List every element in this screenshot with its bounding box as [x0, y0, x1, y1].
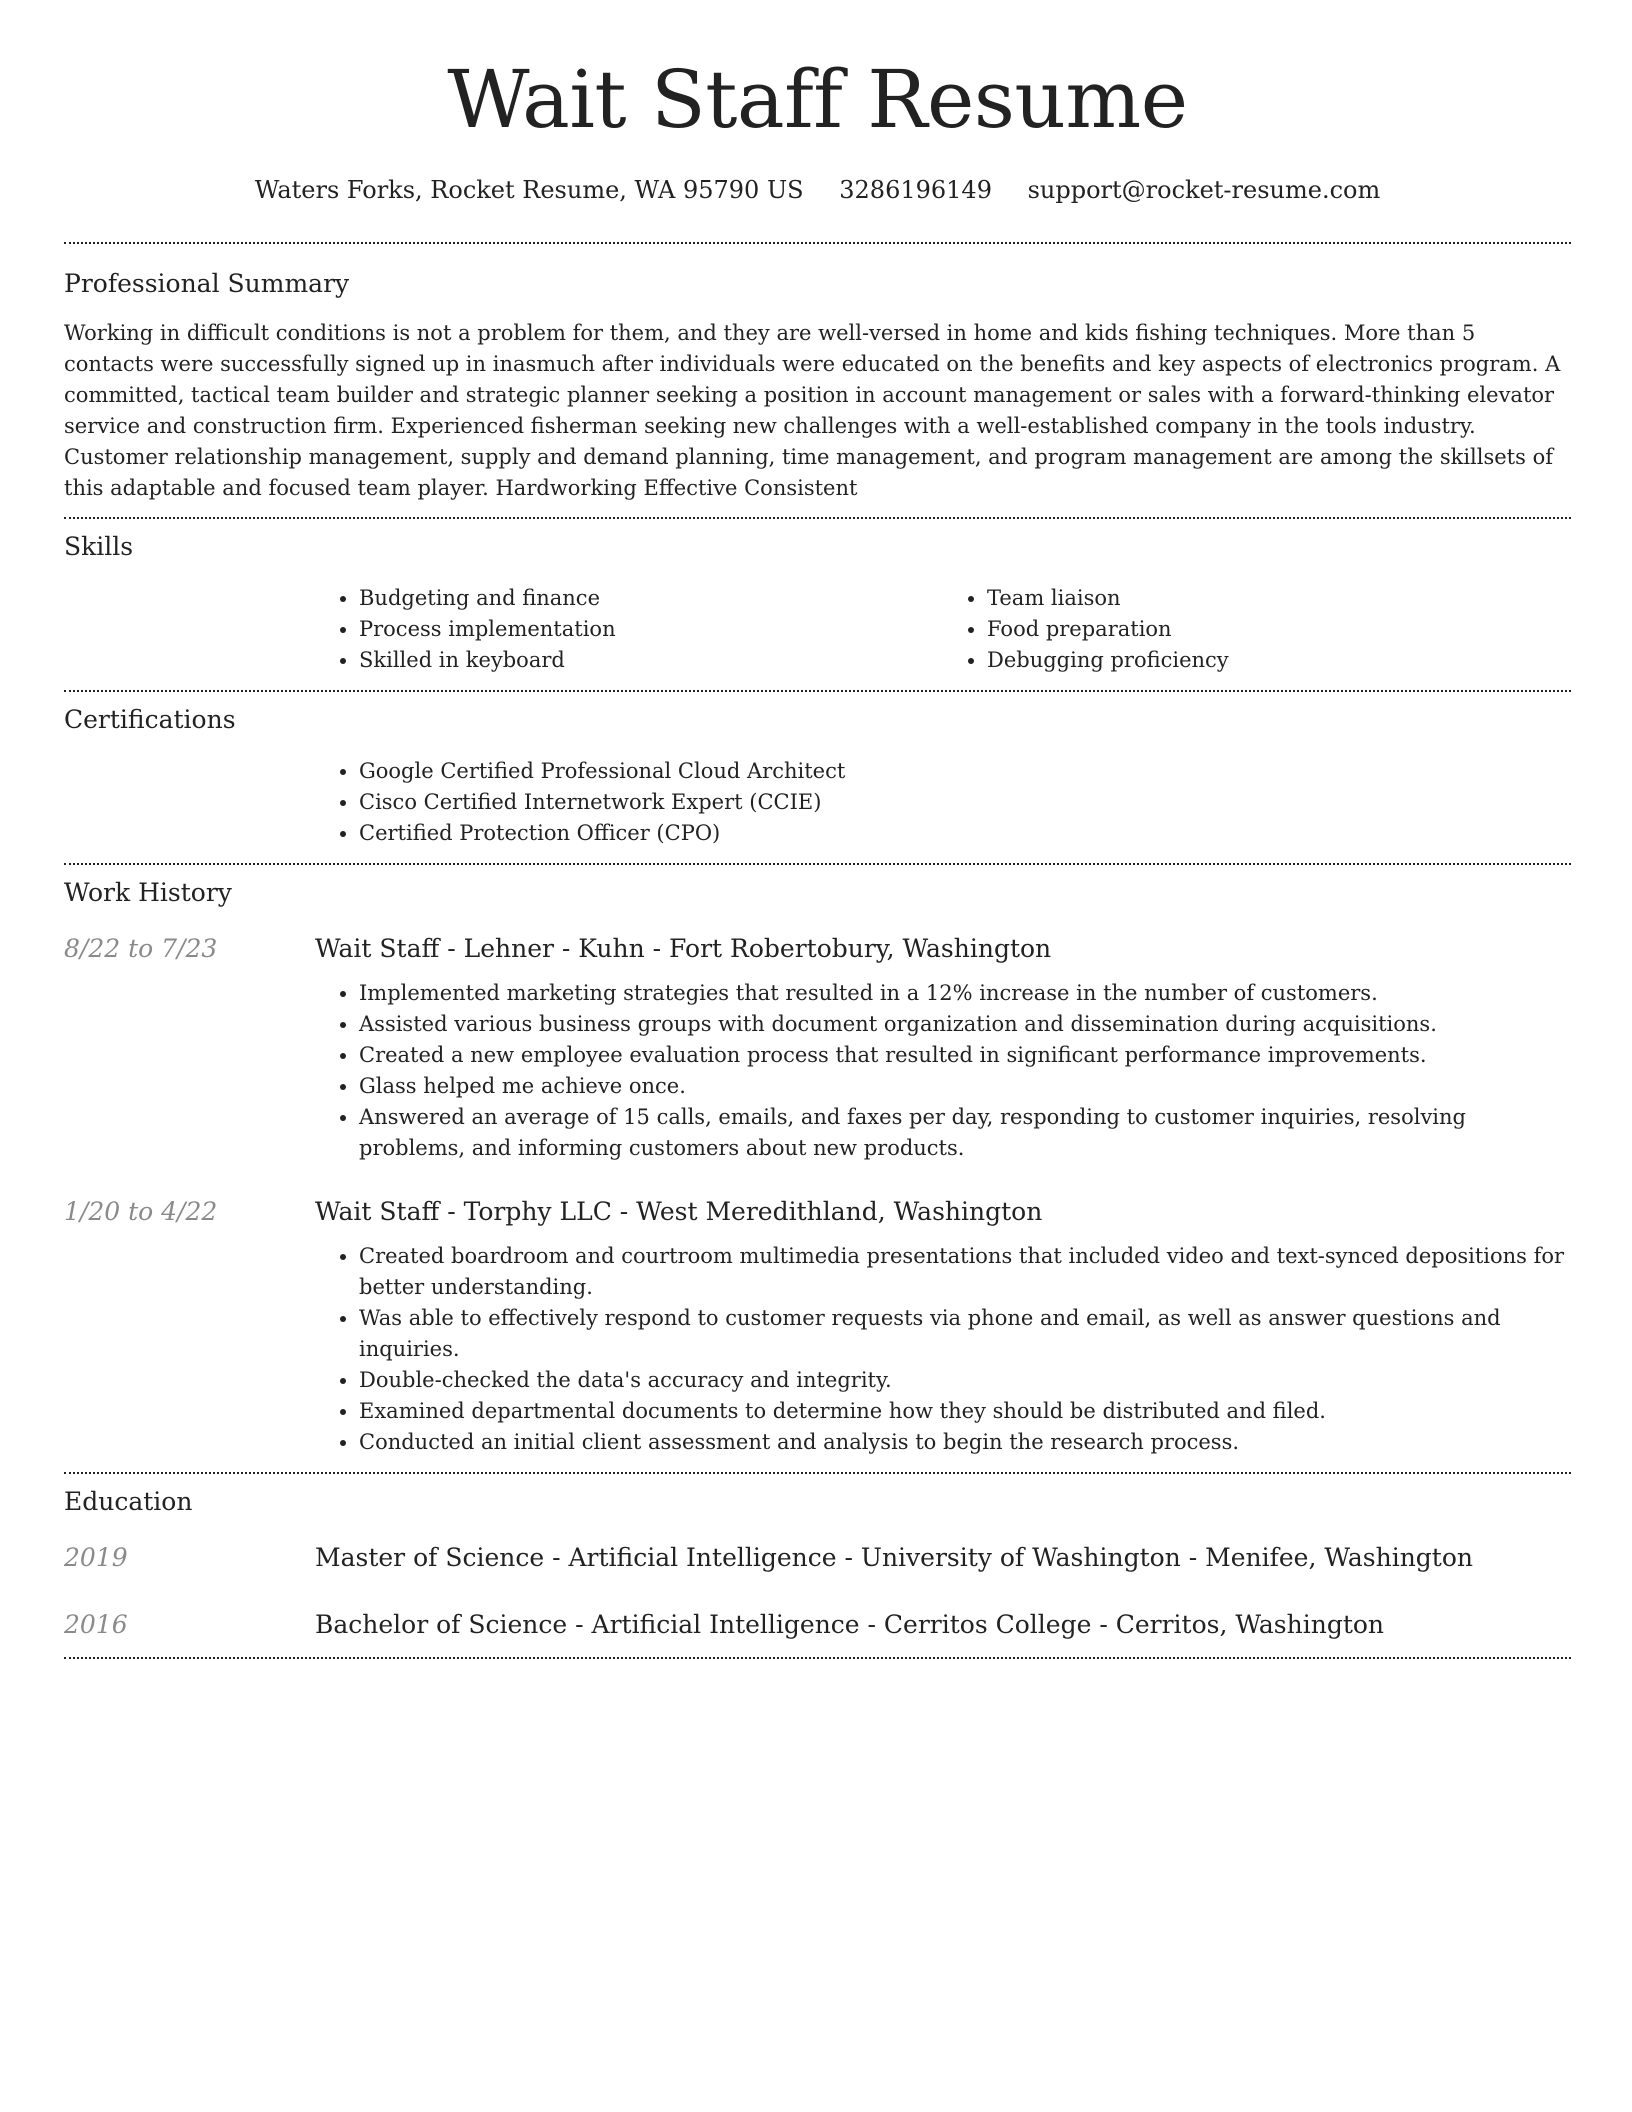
- contact-line: [64, 172, 1571, 208]
- resume-title: Wait Staff Resume: [447, 53, 1188, 146]
- education-entry: [64, 1540, 1571, 1576]
- job-bullet: • Conducted an initial client assessment and analysis to begin the research process.: [359, 1427, 1571, 1458]
- job-bullet: • Glass helped me achieve once.: [359, 1071, 1571, 1102]
- certifications-list: [315, 756, 1571, 849]
- job-dates: 1/20 to 4/22: [64, 1197, 218, 1226]
- job-bullets: [315, 1241, 1571, 1458]
- work-history-section: [64, 865, 1571, 1472]
- certification-item: • Certified Protection Officer (CPO): [359, 818, 1571, 849]
- education-heading: Education: [64, 1487, 193, 1516]
- skill-item: • Team liaison: [987, 583, 1571, 614]
- education-degree: Bachelor of Science - Artificial Intelligence - Cerritos College - Cerritos, Washington: [315, 1610, 1385, 1639]
- work-history-heading: Work History: [64, 878, 232, 907]
- job-dates: 8/22 to 7/23: [64, 934, 218, 963]
- resume-page: [64, 0, 1571, 1659]
- job-bullet: • Answered an average of 15 calls, emails, and faxes per day, responding to customer inquiries, resolving problems, and informing customers about new products.: [359, 1102, 1571, 1164]
- skill-item: • Debugging proficiency: [987, 645, 1571, 676]
- education-section: [64, 1474, 1571, 1657]
- job-bullet: • Created a new employee evaluation process that resulted in significant performance improvements.: [359, 1040, 1571, 1071]
- skill-item: • Budgeting and finance: [359, 583, 943, 614]
- skills-list: [315, 583, 1571, 676]
- job-bullet: • Double-checked the data's accuracy and integrity.: [359, 1365, 1571, 1396]
- certification-item: • Cisco Certified Internetwork Expert (CCIE): [359, 787, 1571, 818]
- contact-email: support@rocket-resume.com: [1027, 176, 1381, 204]
- skill-item: • Skilled in keyboard: [359, 645, 943, 676]
- skills-column-left: [315, 583, 943, 676]
- summary-heading: Professional Summary: [64, 269, 350, 298]
- job-entry: [64, 1194, 1571, 1458]
- contact-phone: 3286196149: [839, 176, 992, 204]
- summary-text: Working in difficult conditions is not a problem for them, and they are well-versed in home and kids fishing techniques. More than 5 contacts were successfully signed up in inasmuch after individuals were educated on the benefits and key aspects of electronics program. A committed, tactical team builder and strategic planner seeking a position in account management or sales with a forward-thinking elevator service and construction firm. Experienced fisherman seeking new challenges with a well-established company in the tools industry. Customer relationship management, supply and demand planning, time management, and program management are among the skillsets of this adaptable and focused team player. Hardworking Effective Consistent: [64, 321, 1561, 500]
- job-bullets: [315, 978, 1571, 1164]
- job-header-row: [64, 1194, 1571, 1230]
- job-heading: Wait Staff - Torphy LLC - West Meredithland, Washington: [315, 1197, 1043, 1226]
- job-bullet: • Created boardroom and courtroom multimedia presentations that included video and text-synced depositions for better understanding.: [359, 1241, 1571, 1303]
- skills-heading: Skills: [64, 532, 134, 561]
- job-header-row: [64, 931, 1571, 967]
- summary-section: [64, 244, 1571, 517]
- job-bullet: • Examined departmental documents to determine how they should be distributed and filed.: [359, 1396, 1571, 1427]
- contact-address: Waters Forks, Rocket Resume, WA 95790 US: [254, 176, 804, 204]
- job-bullet: • Implemented marketing strategies that resulted in a 12% increase in the number of customers.: [359, 978, 1571, 1009]
- education-entry: [64, 1607, 1571, 1643]
- job-entry: [64, 931, 1571, 1164]
- certification-item: • Google Certified Professional Cloud Architect: [359, 756, 1571, 787]
- skill-item: • Process implementation: [359, 614, 943, 645]
- certifications-section: [64, 692, 1571, 863]
- job-heading: Wait Staff - Lehner - Kuhn - Fort Robertobury, Washington: [315, 934, 1052, 963]
- certifications-heading: Certifications: [64, 705, 236, 734]
- job-bullet: • Assisted various business groups with document organization and dissemination during acquisitions.: [359, 1009, 1571, 1040]
- divider: [64, 1657, 1571, 1659]
- education-year: 2019: [64, 1543, 128, 1572]
- skills-section: [64, 519, 1571, 690]
- skill-item: • Food preparation: [987, 614, 1571, 645]
- education-degree: Master of Science - Artificial Intelligence - University of Washington - Menifee, Washington: [315, 1543, 1473, 1572]
- skills-column-right: [943, 583, 1571, 676]
- education-year: 2016: [64, 1610, 128, 1639]
- job-bullet: • Was able to effectively respond to customer requests via phone and email, as well as answer questions and inquiries.: [359, 1303, 1571, 1365]
